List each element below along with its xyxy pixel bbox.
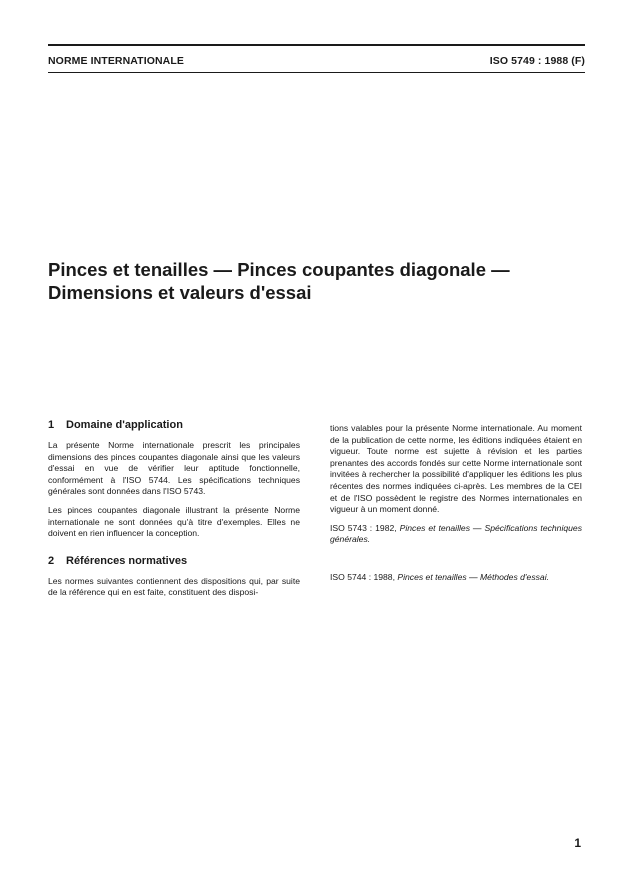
right-column (330, 423, 582, 591)
reference-item (330, 523, 582, 546)
section-2-paragraph-start: Les normes suivantes contiennent des dispositions qui, par suite de la référence qui en est faite, constituent des disposi- (48, 575, 300, 598)
reference-title: Pinces et tenailles — Spécifications techniques générales. (330, 522, 582, 545)
standard-reference: ISO 5749 : 1988 (F) (489, 55, 585, 67)
reference-code: ISO 5743 : 1982, (330, 522, 397, 533)
page-number: 1 (574, 836, 581, 850)
left-column (48, 418, 300, 606)
title-line-2: Dimensions et valeurs d'essai (48, 282, 312, 303)
title-line-1: Pinces et tenailles — Pinces coupantes diagonale — (48, 259, 510, 280)
section-2-paragraph-continued: tions valables pour la présente Norme internationale. Au moment de la publication de cette norme, les éditions indiquées étaient en vigueur. Toute norme est sujette à révision et les parties prenantes des accords fondés sur cette Norme internationale sont invitées à rechercher la possibilité d'appliquer les éditions les plus récentes des normes indiquées ci-après. Les membres de la CEI et de l'ISO possèdent le registre des Normes internationales en vigueur à un moment donné. (330, 423, 582, 515)
reference-code: ISO 5744 : 1988, (330, 571, 395, 582)
section-1-title: Domaine d'application (66, 419, 183, 431)
header-top-rule (48, 44, 585, 46)
section-1-paragraph-1: La présente Norme internationale prescrit les principales dimensions des pinces coupantes diagonale ainsi que les valeurs d'essai en vue de vérifier leur aptitude fonctionnelle, conformément à l'ISO 5744. Les spécifications techniques générales sont données dans l'ISO 5743. (48, 440, 300, 497)
section-2-number: 2 (48, 554, 55, 567)
header-bottom-rule (48, 72, 585, 73)
document-type-label: NORME INTERNATIONALE (48, 55, 184, 67)
section-1-heading (48, 418, 300, 432)
section-2-title: Références normatives (66, 554, 188, 567)
reference-item (330, 572, 582, 584)
section-1-paragraph-2: Les pinces coupantes diagonale illustrant la présente Norme internationale ne sont données qu'à titre d'exemples. Elles ne doivent en rien influencer la conception. (48, 504, 300, 539)
section-1-number: 1 (48, 419, 55, 431)
reference-title: Pinces et tenailles — Méthodes d'essai. (397, 571, 550, 582)
section-2-heading (48, 554, 300, 568)
document-title (48, 258, 588, 304)
